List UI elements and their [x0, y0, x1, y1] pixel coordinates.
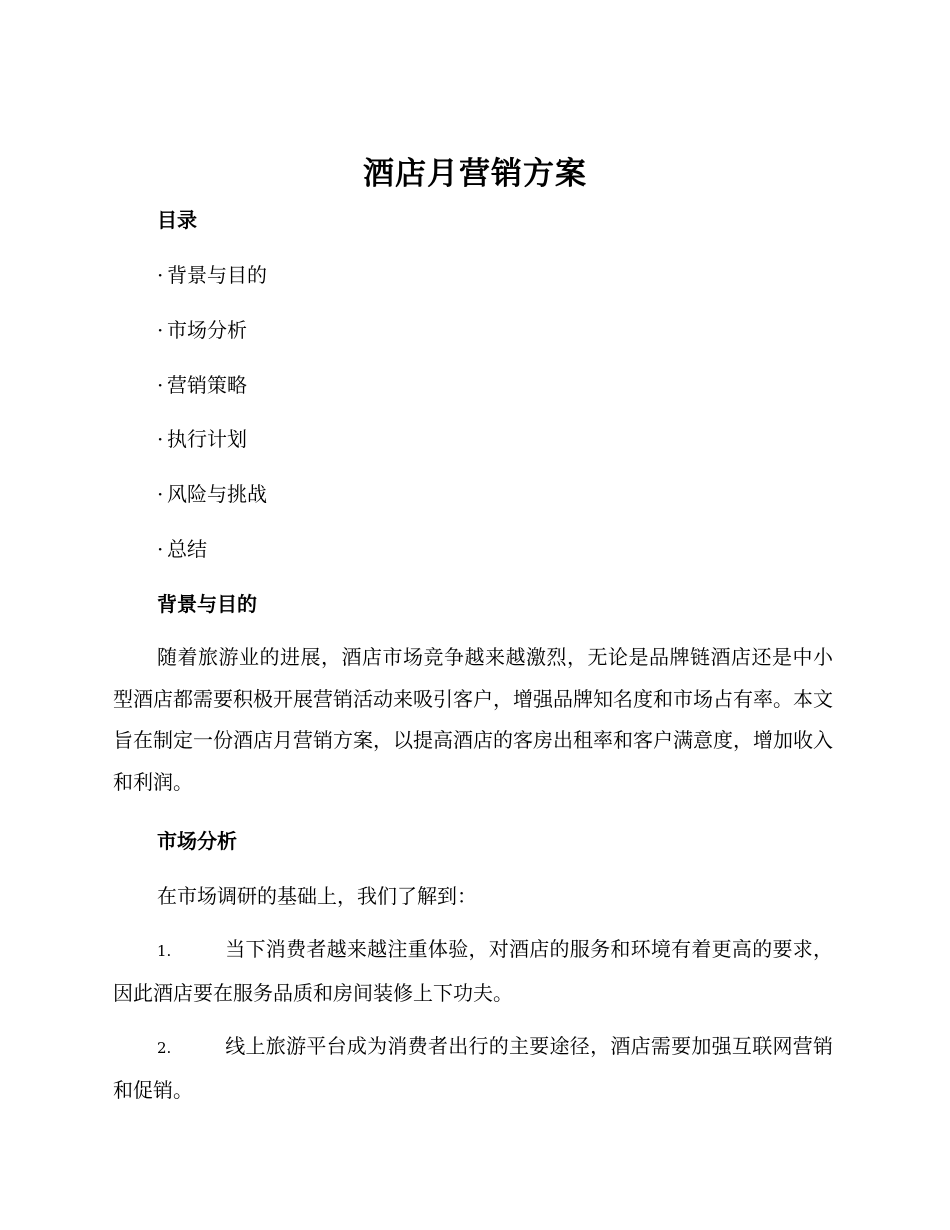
toc-item-label: 营销策略 [167, 373, 247, 397]
toc-item-summary[interactable] [157, 535, 207, 563]
toc-item-label: 执行计划 [167, 427, 247, 451]
toc-item-execution-plan[interactable] [157, 425, 247, 453]
toc-item-label: 总结 [167, 537, 207, 561]
section-heading-background: 背景与目的 [157, 592, 257, 616]
bullet-icon: · [157, 427, 164, 451]
list-item-text: 线上旅游平台成为消费者出行的主要途径，酒店需要加强互联网营销和促销。 [113, 1034, 833, 1102]
toc-item-label: 风险与挑战 [167, 482, 267, 506]
bullet-icon: · [157, 373, 164, 397]
bullet-icon: · [157, 263, 164, 287]
bullet-icon: · [157, 318, 164, 342]
list-item [113, 929, 833, 1014]
list-item [113, 1026, 833, 1111]
toc-item-background[interactable] [157, 261, 267, 289]
bullet-icon: · [157, 482, 164, 506]
toc-item-label: 市场分析 [167, 318, 247, 342]
list-item-number: 1. [157, 942, 172, 960]
list-item-text: 当下消费者越来越注重体验，对酒店的服务和环境有着更高的要求，因此酒店要在服务品质和房间装修上下功夫。 [113, 937, 833, 1005]
bullet-icon: · [157, 537, 164, 561]
toc-item-marketing-strategy[interactable] [157, 371, 247, 399]
toc-item-risks[interactable] [157, 480, 267, 508]
list-item-number: 2. [157, 1039, 172, 1057]
background-paragraph: 随着旅游业的进展，酒店市场竞争越来越激烈，无论是品牌链酒店还是中小型酒店都需要积极开展营销活动来吸引客户，增强品牌知名度和市场占有率。本文旨在制定一份酒店月营销方案，以提高酒店的客房出租率和客户满意度，增加收入和利润。 [113, 645, 833, 794]
market-intro: 在市场调研的基础上，我们了解到： [157, 884, 477, 908]
toc-heading: 目录 [157, 208, 197, 232]
section-heading-market: 市场分析 [157, 829, 237, 853]
toc-item-market-analysis[interactable] [157, 316, 247, 344]
document-title: 酒店月营销方案 [363, 156, 587, 192]
toc-item-label: 背景与目的 [167, 263, 267, 287]
